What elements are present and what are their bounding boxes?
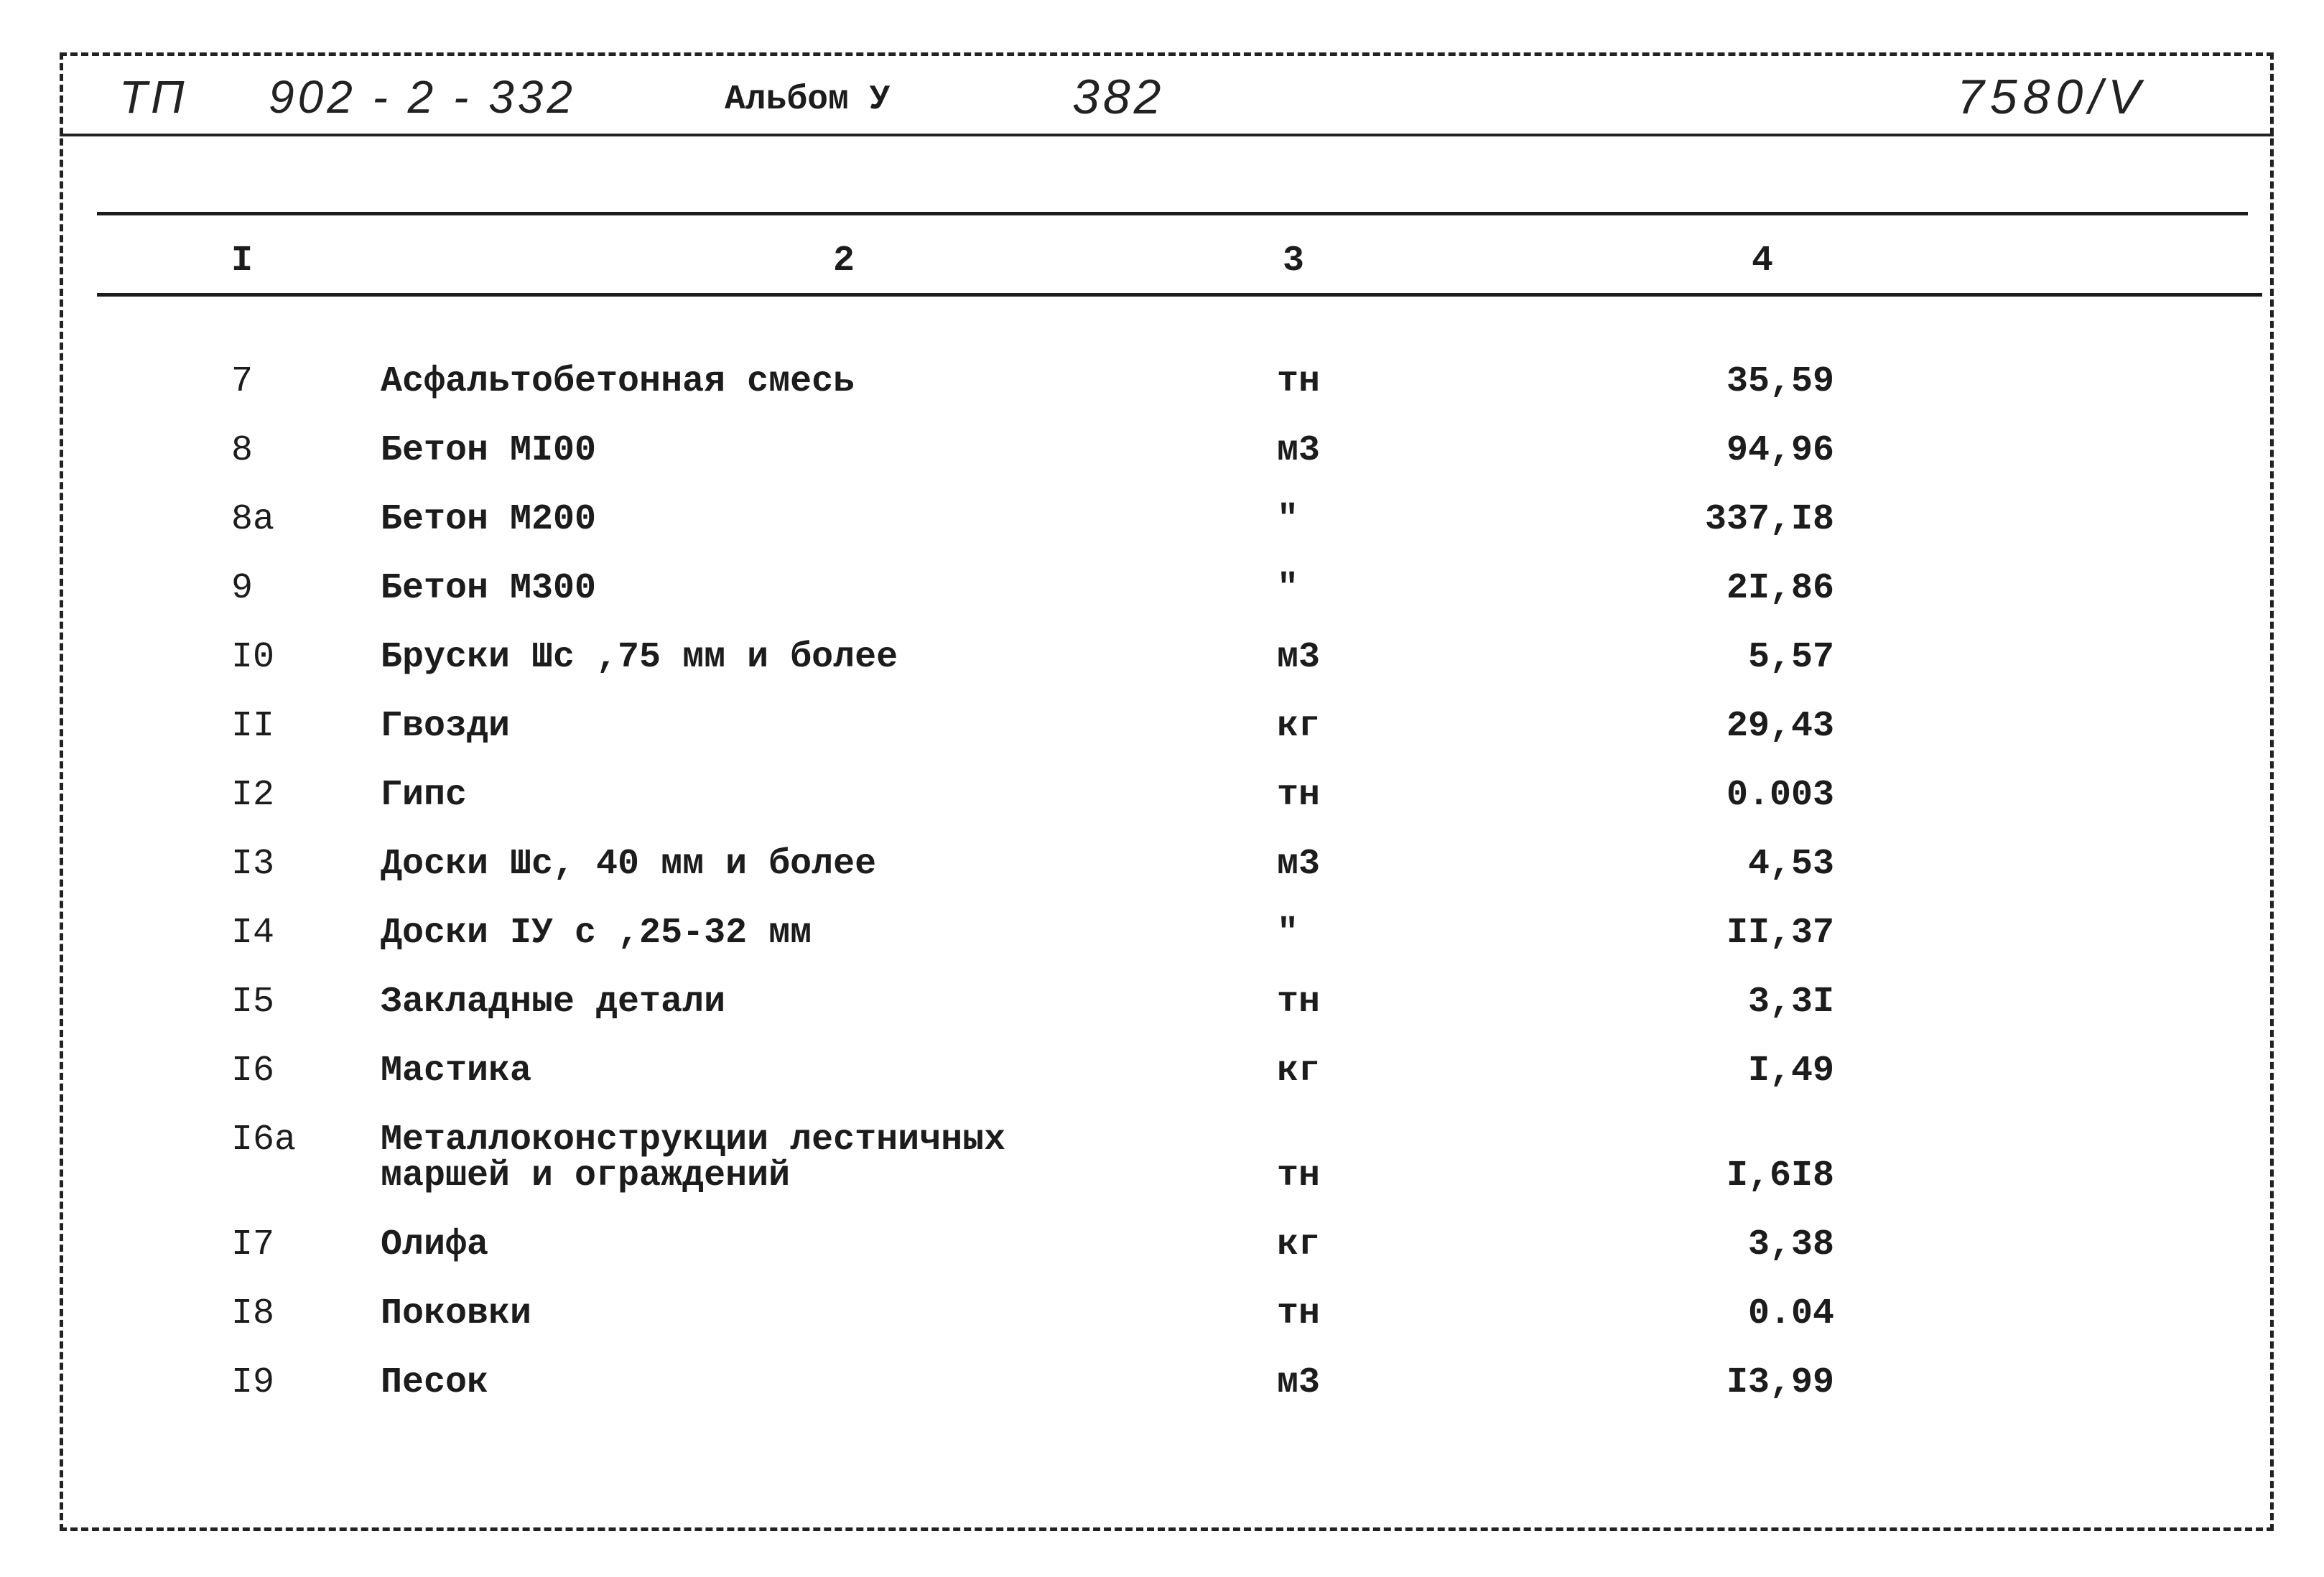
materials-table bbox=[0, 348, 2324, 1418]
quantity: I,6I8 bbox=[1726, 1155, 1834, 1196]
material-name-line: Гипс bbox=[381, 775, 468, 816]
material-name bbox=[381, 361, 855, 402]
material-name-line: Гвозди bbox=[381, 706, 511, 747]
table-row bbox=[0, 554, 2324, 623]
album-label: Альбом У bbox=[725, 80, 891, 119]
table-row bbox=[0, 1211, 2324, 1280]
unit: м3 bbox=[1277, 1362, 1321, 1403]
table-row bbox=[0, 348, 2324, 417]
table-row bbox=[0, 830, 2324, 899]
material-name-line: Асфальтобетонная смесь bbox=[381, 361, 855, 402]
table-row bbox=[0, 485, 2324, 554]
table-row bbox=[0, 899, 2324, 968]
unit: м3 bbox=[1277, 844, 1321, 885]
material-name-line: Песок bbox=[381, 1362, 489, 1403]
material-name-line: Закладные детали bbox=[381, 982, 726, 1023]
row-number: I4 bbox=[231, 913, 275, 954]
row-number: I9 bbox=[231, 1362, 275, 1403]
unit: " bbox=[1277, 499, 1299, 540]
material-name bbox=[381, 430, 597, 471]
material-name bbox=[381, 1224, 489, 1265]
quantity: 94,96 bbox=[1726, 430, 1834, 471]
material-name-line: Олифа bbox=[381, 1224, 489, 1265]
unit: кг bbox=[1277, 1224, 1321, 1265]
row-number: I2 bbox=[231, 775, 275, 816]
quantity: I,49 bbox=[1747, 1051, 1834, 1092]
unit: тн bbox=[1277, 1293, 1321, 1334]
quantity: 5,57 bbox=[1747, 637, 1834, 678]
table-row bbox=[0, 1280, 2324, 1349]
column-header-unit: 3 bbox=[1282, 241, 1304, 282]
column-header-name: 2 bbox=[832, 241, 855, 282]
quantity: 35,59 bbox=[1726, 361, 1834, 402]
quantity: II,37 bbox=[1726, 913, 1834, 954]
row-number: I6 bbox=[231, 1051, 275, 1092]
row-number: 8а bbox=[231, 499, 275, 540]
table-row bbox=[0, 623, 2324, 692]
row-number: I7 bbox=[231, 1224, 275, 1265]
table-row bbox=[0, 417, 2324, 485]
table-row bbox=[0, 1106, 2324, 1211]
table-row bbox=[0, 1037, 2324, 1106]
unit: м3 bbox=[1277, 430, 1321, 471]
quantity: 4,53 bbox=[1747, 844, 1834, 885]
table-row bbox=[0, 692, 2324, 761]
column-header-quantity: 4 bbox=[1751, 241, 1773, 282]
material-name-line: Мастика bbox=[381, 1051, 532, 1092]
table-top-rule bbox=[97, 212, 2248, 215]
quantity: 2I,86 bbox=[1726, 568, 1834, 609]
page-number: 382 bbox=[1072, 70, 1165, 124]
material-name-line: Поковки bbox=[381, 1293, 532, 1334]
row-number: I5 bbox=[231, 982, 275, 1023]
row-number: 7 bbox=[231, 361, 254, 402]
sheet-number: 7580/V bbox=[1957, 70, 2147, 124]
header-divider bbox=[60, 134, 2274, 136]
unit: " bbox=[1277, 568, 1299, 609]
unit: " bbox=[1277, 913, 1299, 954]
row-number: 8 bbox=[231, 430, 254, 471]
material-name bbox=[381, 1051, 532, 1092]
table-row bbox=[0, 968, 2324, 1037]
material-name bbox=[381, 913, 812, 954]
material-name-line: Бетон МI00 bbox=[381, 430, 597, 471]
material-name bbox=[381, 637, 898, 678]
material-name bbox=[381, 982, 726, 1023]
material-name bbox=[381, 1293, 532, 1334]
unit: тн bbox=[1277, 775, 1321, 816]
material-name bbox=[381, 775, 468, 816]
material-name bbox=[381, 706, 511, 747]
material-name-line: маршей и ограждений bbox=[381, 1155, 791, 1196]
row-number: I3 bbox=[231, 844, 275, 885]
unit: тн bbox=[1277, 982, 1321, 1023]
material-name bbox=[381, 1362, 489, 1403]
material-name-line: Доски IУ с ,25-32 мм bbox=[381, 913, 812, 954]
unit: тн bbox=[1277, 361, 1321, 402]
material-name bbox=[381, 844, 877, 885]
quantity: 3,38 bbox=[1747, 1224, 1834, 1265]
material-name bbox=[381, 568, 597, 609]
table-row bbox=[0, 1349, 2324, 1418]
material-name bbox=[381, 1122, 1005, 1194]
material-name-line: Бруски Шс ,75 мм и более bbox=[381, 637, 898, 678]
material-name-line: Бетон М300 bbox=[381, 568, 597, 609]
unit: кг bbox=[1277, 1051, 1321, 1092]
quantity: 3,3I bbox=[1747, 982, 1834, 1023]
material-name-line: Бетон М200 bbox=[381, 499, 597, 540]
row-number: II bbox=[231, 706, 275, 747]
row-number: I8 bbox=[231, 1293, 275, 1334]
quantity: 0.003 bbox=[1726, 775, 1834, 816]
material-name-line: Доски Шс, 40 мм и более bbox=[381, 844, 877, 885]
project-code: 902 - 2 - 332 bbox=[269, 71, 576, 123]
material-name bbox=[381, 499, 597, 540]
material-name-line: Металлоконструкции лестничных bbox=[381, 1120, 1006, 1160]
series-prefix: ТП bbox=[119, 71, 188, 123]
column-header-rule bbox=[97, 293, 2262, 297]
row-number: I6а bbox=[231, 1120, 297, 1160]
quantity: 0.04 bbox=[1747, 1293, 1834, 1334]
quantity: 337,I8 bbox=[1704, 499, 1834, 540]
row-number: 9 bbox=[231, 568, 254, 609]
table-row bbox=[0, 761, 2324, 830]
row-number: I0 bbox=[231, 637, 275, 678]
unit: кг bbox=[1277, 706, 1321, 747]
quantity: I3,99 bbox=[1726, 1362, 1834, 1403]
quantity: 29,43 bbox=[1726, 706, 1834, 747]
unit: м3 bbox=[1277, 637, 1321, 678]
unit: тн bbox=[1277, 1155, 1321, 1196]
column-header-number: I bbox=[231, 241, 253, 282]
